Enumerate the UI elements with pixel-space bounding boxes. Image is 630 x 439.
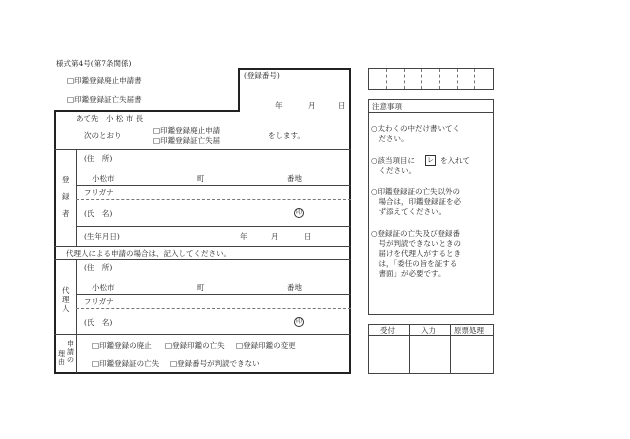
registrant-furigana-dash [76, 199, 351, 200]
date-day: 日 [338, 101, 346, 110]
office-header-input: 入力 [421, 326, 436, 335]
frame-step-vertical [238, 68, 240, 111]
note-2-part-b: を入れて [440, 156, 470, 165]
intro-option-loss[interactable]: □印鑑登録証亡失届 [153, 136, 221, 145]
proxy-furigana-dash [76, 308, 351, 309]
reason-card-lost[interactable]: □印鑑登録証の亡失 [92, 359, 160, 368]
registrant-label-divider [76, 149, 77, 246]
registrant-label-3: 者 [62, 209, 70, 218]
registrant-town: 町 [197, 174, 205, 183]
intro-suffix: をします。 [268, 131, 305, 140]
addressee: あて先 小 松 市 長 [76, 114, 144, 123]
note-4-line-4: は，「委任の旨を証する [371, 259, 458, 268]
title-option-abolish[interactable]: □印鑑登録廃止申請書 [67, 76, 142, 85]
note-4-line-5: 書面」が必要です。 [371, 269, 446, 278]
office-header-reception: 受付 [380, 326, 395, 335]
proxy-furigana: フリガナ [84, 297, 114, 306]
registrant-birth-day: 日 [304, 232, 312, 241]
frame-step-horizontal [54, 110, 240, 112]
proxy-banchi: 番地 [287, 283, 302, 292]
proxy-label-3: 人 [62, 304, 70, 313]
registrant-birth-label: (生年月日) [84, 232, 120, 241]
notes-heading: 注意事項 [372, 102, 402, 111]
reg-box-divider-6 [474, 69, 475, 89]
proxy-address-line [76, 294, 351, 295]
registrant-address-line [76, 185, 351, 186]
registrant-birth-month: 月 [271, 232, 279, 241]
reason-label-a: 理由 [58, 350, 65, 366]
title-option-loss[interactable]: □印鑑登録証亡失届書 [67, 95, 142, 104]
note-4-line-1: ○登録証の亡失及び登録番 [371, 229, 461, 238]
proxy-address-label: (住 所) [84, 263, 113, 272]
proxy-bottom-line [54, 334, 351, 335]
frame-bottom [54, 372, 351, 374]
note-3-line-3: ず添えてください。 [371, 207, 446, 216]
proxy-city: 小松市 [92, 283, 115, 292]
reg-box-divider-5 [457, 69, 458, 89]
office-header-processing: 原票処理 [454, 326, 484, 335]
note-4-line-3: 届けを代理人がするとき [371, 249, 461, 258]
registrant-top-line [54, 149, 351, 150]
notes-heading-line [368, 112, 494, 113]
intro-prefix: 次のとおり [84, 131, 122, 140]
registrant-bottom-line [54, 246, 351, 247]
registrant-address-label: (住 所) [84, 154, 113, 163]
proxy-town: 町 [197, 283, 205, 292]
reg-box-divider-2 [404, 69, 405, 89]
registrant-furigana: フリガナ [84, 188, 114, 197]
proxy-notice: 代理人による申請の場合は、記入してください。 [66, 249, 231, 258]
date-month: 月 [308, 101, 316, 110]
proxy-label-1: 代 [62, 286, 70, 295]
proxy-seal-mark: 印 [295, 318, 302, 325]
note-1-line-1: ○太わくの中だけ書いてく [371, 124, 461, 133]
form-number: 様式第4号(第7条関係) [56, 59, 132, 68]
proxy-label-2: 理 [62, 295, 70, 304]
office-col-divider-2 [450, 324, 451, 373]
registrant-name-line [76, 226, 351, 227]
proxy-top-line [54, 259, 351, 260]
reason-seal-lost[interactable]: □登録印鑑の亡失 [165, 341, 225, 350]
registration-number-label: (登録番号) [244, 71, 280, 80]
frame-right [349, 68, 351, 373]
registrant-birth-year: 年 [240, 232, 248, 241]
reason-number-illegible[interactable]: □登録番号が判読できない [170, 359, 260, 368]
registrant-label-1: 登 [62, 175, 70, 184]
checkmark-box-icon: レ [427, 156, 434, 164]
office-header-line [368, 335, 494, 336]
note-4-line-2: 号が判読できないときの [371, 239, 461, 248]
proxy-name-label: (氏 名) [84, 318, 113, 327]
registrant-banchi: 番地 [287, 174, 302, 183]
date-year: 年 [275, 101, 283, 110]
note-3-line-1: ○印鑑登録証の亡失以外の [371, 187, 461, 196]
reason-seal-change[interactable]: □登録印鑑の変更 [236, 341, 296, 350]
reason-label-divider [76, 334, 77, 373]
reg-box-divider-3 [421, 69, 422, 89]
registrant-seal-mark: 印 [295, 209, 302, 216]
reg-box-divider-1 [386, 69, 387, 89]
frame-top-right [238, 68, 350, 70]
office-col-divider-1 [409, 324, 410, 373]
registrant-label-2: 録 [62, 192, 70, 201]
reg-box-divider-4 [439, 69, 440, 89]
proxy-label-divider [76, 259, 77, 334]
note-1-line-2: ださい。 [371, 134, 409, 143]
registrant-name-label: (氏 名) [84, 209, 113, 218]
note-2-part-a: ○該当項目に [371, 156, 416, 165]
intro-option-abolish[interactable]: □印鑑登録廃止申請 [153, 126, 221, 135]
reason-abolish[interactable]: □印鑑登録の廃止 [92, 341, 152, 350]
note-3-line-2: 場合は，印鑑登録証を必 [371, 197, 461, 206]
note-2-line-2: ください。 [371, 166, 416, 175]
reason-label-b: 申請の [67, 340, 74, 364]
registrant-city: 小松市 [92, 174, 115, 183]
